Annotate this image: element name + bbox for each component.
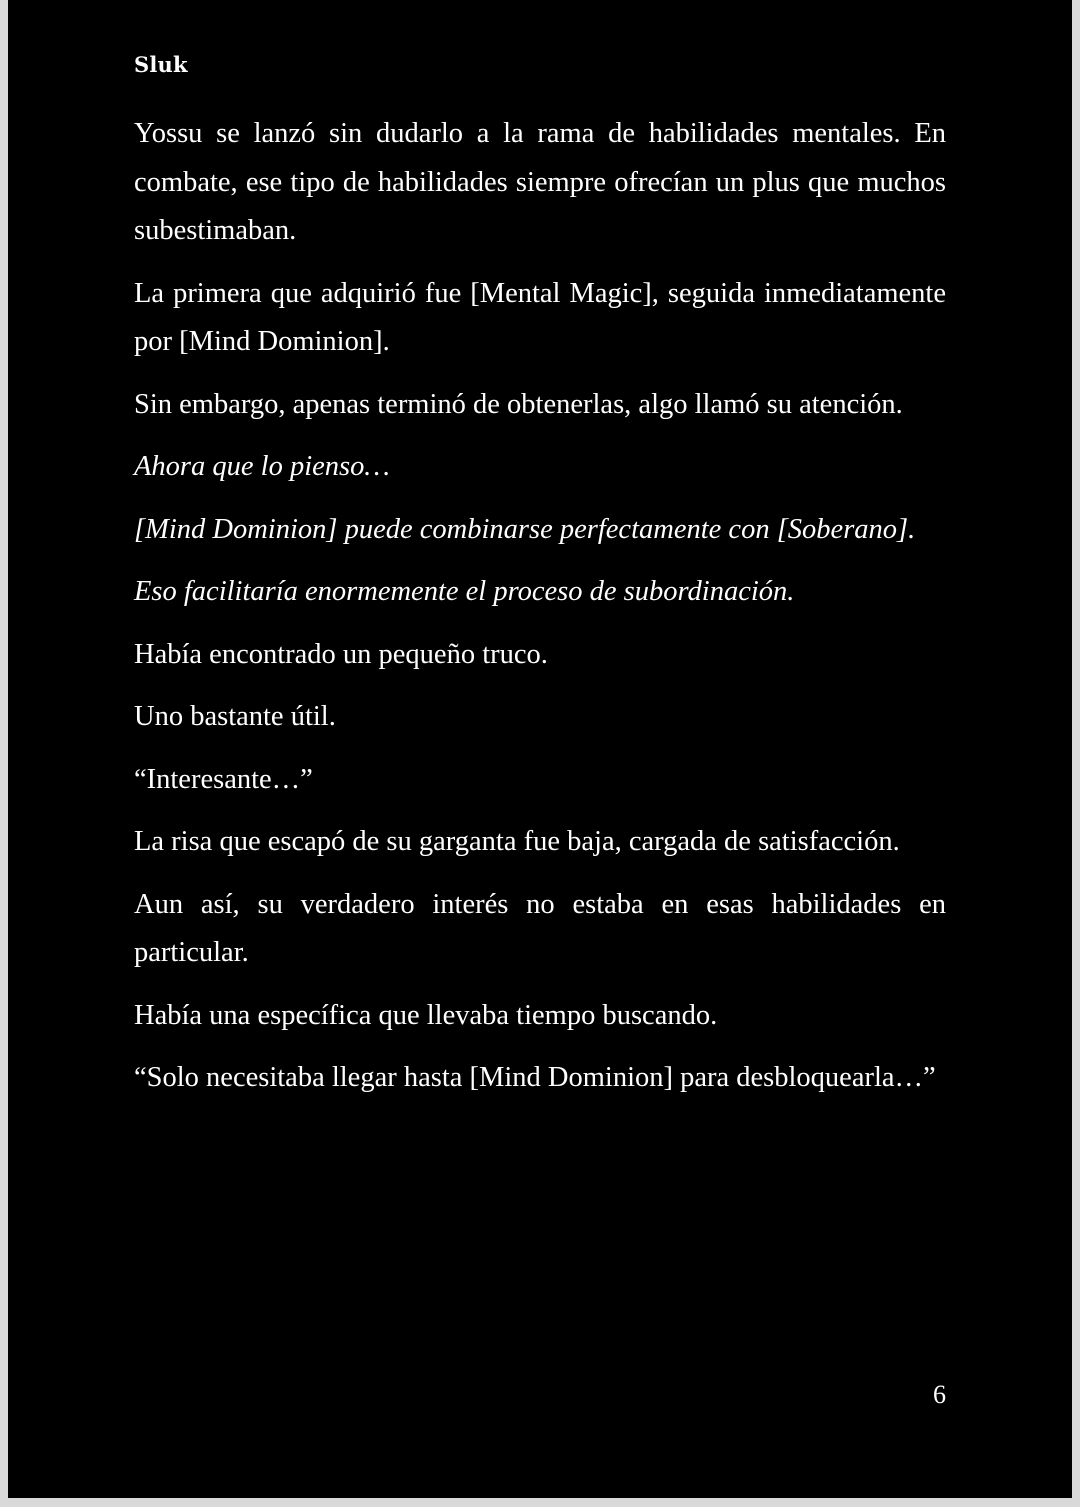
paragraph: Sin embargo, apenas terminó de obtenerlas, algo llamó su atención. bbox=[134, 388, 903, 420]
paragraph: Aun así, su verdadero interés no estaba en esas habilidades en particular. bbox=[134, 888, 946, 968]
body-text bbox=[134, 110, 946, 1117]
running-header: Sluk bbox=[134, 52, 188, 77]
paragraph: Uno bastante útil. bbox=[134, 701, 336, 732]
italic-paragraph: Ahora que lo pienso… bbox=[134, 451, 390, 482]
document-page bbox=[8, 0, 1072, 1498]
dialogue-paragraph: “Interesante…” bbox=[134, 763, 313, 795]
italic-paragraph: Eso facilitaría enormemente el proceso de subordinación. bbox=[134, 576, 795, 607]
paragraph: Yossu se lanzó sin dudarlo a la rama de habilidades mentales. En combate, ese tipo de habilidades siempre ofrecían un plus que muchos subestimaban. bbox=[134, 118, 946, 246]
paragraph: Había encontrado un pequeño truco. bbox=[134, 638, 548, 670]
paragraph: La risa que escapó de su garganta fue baja, cargada de satisfacción. bbox=[134, 826, 900, 857]
dialogue-paragraph: “Solo necesitaba llegar hasta [Mind Dominion] para desbloquearla…” bbox=[134, 1062, 936, 1093]
italic-paragraph: [Mind Dominion] puede combinarse perfectamente con [Soberano]. bbox=[134, 513, 916, 545]
paragraph: Había una específica que llevaba tiempo buscando. bbox=[134, 999, 718, 1031]
paragraph: La primera que adquirió fue [Mental Magic], seguida inmediatamente por [Mind Dominion]. bbox=[134, 277, 946, 357]
page-number: 6 bbox=[933, 1380, 946, 1409]
